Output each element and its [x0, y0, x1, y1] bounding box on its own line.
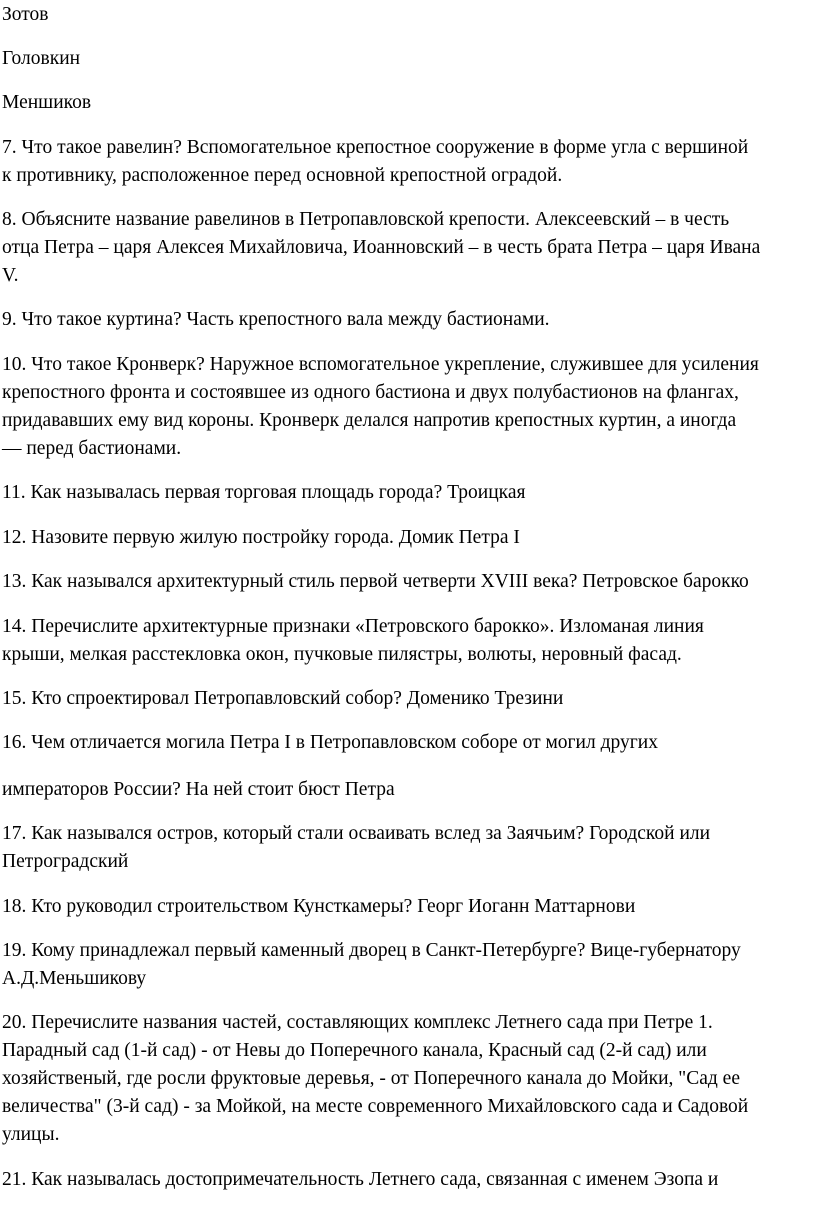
- text-line: придававших ему вид короны. Кронверк делался напротив крепостных куртин, а иногда: [2, 410, 737, 431]
- text-line: 17. Как назывался остров, который стали осваивать вслед за Заячьим? Городской или: [2, 823, 711, 844]
- text-line: 12. Назовите первую жилую постройку города. Домик Петра I: [2, 527, 520, 548]
- text-line: к противнику, расположенное перед основной крепостной оградой.: [2, 165, 563, 186]
- text-line: Парадный сад (1-й сад) - от Невы до Поперечного канала, Красный сад (2-й сад) или: [2, 1040, 707, 1061]
- text-line: — перед бастионами.: [2, 438, 182, 459]
- text-line: 10. Что такое Кронверк? Наружное вспомогательное укрепление, служившее для усиления: [2, 354, 759, 375]
- text-line: Меншиков: [2, 92, 92, 113]
- text-line: 14. Перечислите архитектурные признаки «Петровского барокко». Изломаная линия: [2, 616, 704, 637]
- text-line: 18. Кто руководил строительством Кунсткамеры? Георг Иоганн Маттарнови: [2, 896, 636, 917]
- text-line: 8. Объясните название равелинов в Петропавловской крепости. Алексеевский – в честь: [2, 209, 730, 230]
- text-line: величества" (3-й сад) - за Мойкой, на месте современного Михайловского сада и Садовой: [2, 1096, 749, 1117]
- text-line: крепостного фронта и состоявшее из одного бастиона и двух полубастионов на флангах,: [2, 382, 739, 403]
- text-line: 11. Как называлась первая торговая площадь города? Троицкая: [2, 482, 526, 503]
- text-line: Петроградский: [2, 851, 129, 872]
- text-line: 13. Как назывался архитектурный стиль первой четверти XVIII века? Петровское барокко: [2, 571, 749, 592]
- text-line: 7. Что такое равелин? Вспомогательное крепостное сооружение в форме угла с вершиной: [2, 137, 749, 158]
- text-line: Зотов: [2, 4, 49, 25]
- text-line: Головкин: [2, 48, 81, 69]
- text-line: отца Петра – царя Алексея Михайловича, Иоанновский – в честь брата Петра – царя Ивана: [2, 237, 761, 258]
- text-line: 15. Кто спроектировал Петропавловский собор? Доменико Трезини: [2, 688, 564, 709]
- text-line: улицы.: [2, 1124, 60, 1145]
- text-line: А.Д.Меньшикову: [2, 968, 147, 989]
- text-line: V.: [2, 265, 19, 286]
- text-line: 9. Что такое куртина? Часть крепостного вала между бастионами.: [2, 309, 550, 330]
- text-line: крыши, мелкая расстекловка окон, пучковые пилястры, волюты, неровный фасад.: [2, 644, 682, 665]
- text-line: 16. Чем отличается могила Петра I в Петропавловском соборе от могил других: [2, 732, 658, 753]
- text-line: императоров России? На ней стоит бюст Петра: [2, 779, 395, 800]
- text-line: 21. Как называлась достопримечательность Летнего сада, связанная с именем Эзопа и: [2, 1169, 719, 1190]
- text-line: хозяйственый, где росли фруктовые деревья, - от Поперечного канала до Мойки, "Сад ее: [2, 1068, 740, 1089]
- text-line: 20. Перечислите названия частей, составляющих комплекс Летнего сада при Петре 1.: [2, 1012, 713, 1033]
- text-line: 19. Кому принадлежал первый каменный дворец в Санкт-Петербурге? Вице-губернатору: [2, 940, 741, 961]
